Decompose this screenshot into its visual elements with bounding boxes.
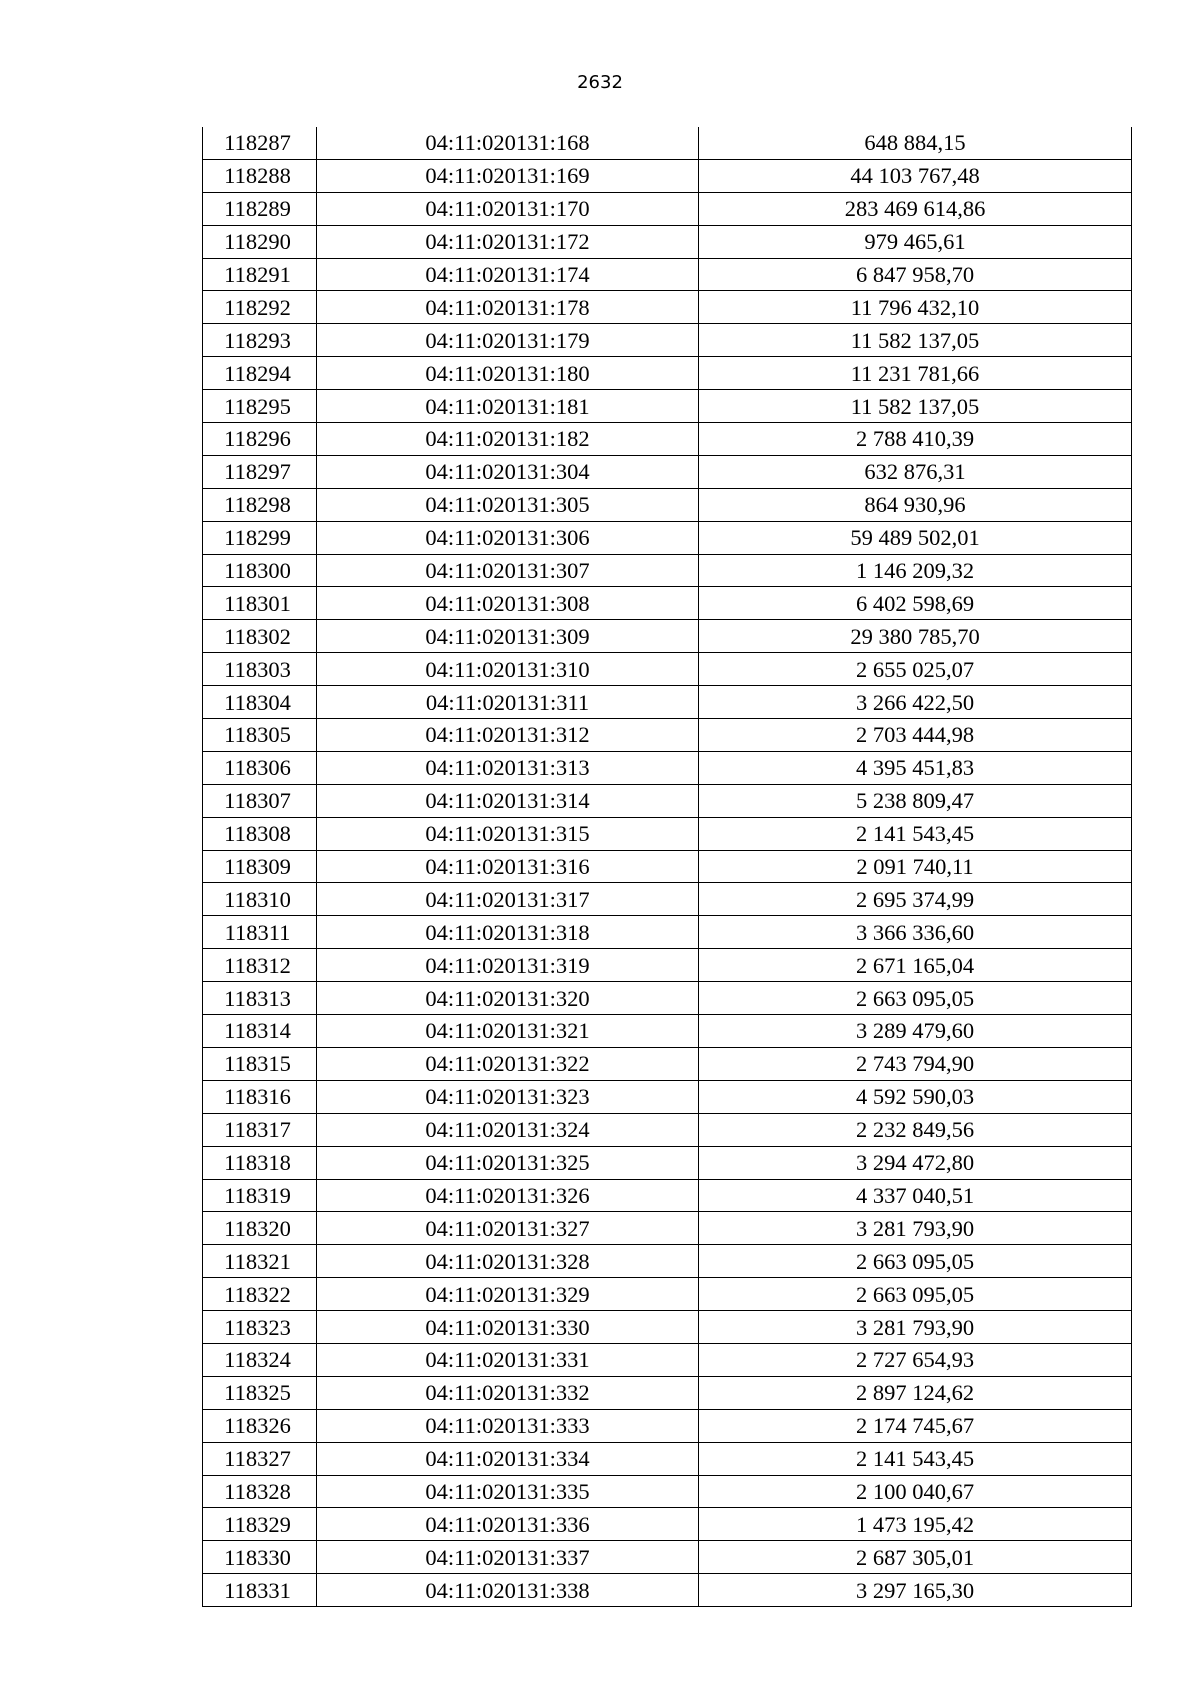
table-row: [203, 1508, 1132, 1541]
cadastral-number-cell: 04:11:020131:182: [317, 423, 699, 456]
cadastral-value-cell: 3 281 793,90: [699, 1212, 1132, 1245]
table-row: [203, 1015, 1132, 1048]
cadastral-value-cell: 2 174 745,67: [699, 1409, 1132, 1442]
cadastral-number-cell: 04:11:020131:334: [317, 1442, 699, 1475]
cadastral-value-cell: 2 897 124,62: [699, 1376, 1132, 1409]
row-number-cell: 118323: [203, 1311, 317, 1344]
cadastral-value-cell: 3 294 472,80: [699, 1146, 1132, 1179]
cadastral-number-cell: 04:11:020131:168: [317, 127, 699, 159]
table-row: [203, 258, 1132, 291]
cadastral-number-cell: 04:11:020131:331: [317, 1343, 699, 1376]
table-row: [203, 751, 1132, 784]
table-row: [203, 1541, 1132, 1574]
cadastral-value-cell: 2 663 095,05: [699, 1245, 1132, 1278]
cadastral-value-cell: 44 103 767,48: [699, 159, 1132, 192]
row-number-cell: 118295: [203, 390, 317, 423]
row-number-cell: 118327: [203, 1442, 317, 1475]
row-number-cell: 118310: [203, 883, 317, 916]
cadastral-number-cell: 04:11:020131:332: [317, 1376, 699, 1409]
cadastral-value-cell: 2 232 849,56: [699, 1113, 1132, 1146]
cadastral-value-cell: 2 788 410,39: [699, 423, 1132, 456]
cadastral-number-cell: 04:11:020131:310: [317, 653, 699, 686]
table-row: [203, 357, 1132, 390]
row-number-cell: 118303: [203, 653, 317, 686]
table-row: [203, 521, 1132, 554]
row-number-cell: 118307: [203, 784, 317, 817]
cadastral-number-cell: 04:11:020131:169: [317, 159, 699, 192]
cadastral-value-cell: 11 231 781,66: [699, 357, 1132, 390]
table-row: [203, 916, 1132, 949]
table-row: [203, 1409, 1132, 1442]
cadastral-value-cell: 4 395 451,83: [699, 751, 1132, 784]
cadastral-value-cell: 3 266 422,50: [699, 686, 1132, 719]
cadastral-number-cell: 04:11:020131:314: [317, 784, 699, 817]
cadastral-value-cell: 2 703 444,98: [699, 719, 1132, 752]
cadastral-value-cell: 648 884,15: [699, 127, 1132, 159]
cadastral-value-cell: 29 380 785,70: [699, 620, 1132, 653]
table-row: [203, 291, 1132, 324]
row-number-cell: 118290: [203, 225, 317, 258]
cadastral-number-cell: 04:11:020131:330: [317, 1311, 699, 1344]
table-row: [203, 423, 1132, 456]
row-number-cell: 118322: [203, 1278, 317, 1311]
cadastral-value-cell: 2 695 374,99: [699, 883, 1132, 916]
cadastral-number-cell: 04:11:020131:326: [317, 1179, 699, 1212]
cadastral-number-cell: 04:11:020131:324: [317, 1113, 699, 1146]
cadastral-number-cell: 04:11:020131:312: [317, 719, 699, 752]
table-row: [203, 784, 1132, 817]
row-number-cell: 118325: [203, 1376, 317, 1409]
cadastral-number-cell: 04:11:020131:317: [317, 883, 699, 916]
cadastral-value-cell: 632 876,31: [699, 455, 1132, 488]
table-row: [203, 488, 1132, 521]
table-row: [203, 1343, 1132, 1376]
row-number-cell: 118308: [203, 817, 317, 850]
cadastral-value-cell: 2 100 040,67: [699, 1475, 1132, 1508]
table-row: [203, 192, 1132, 225]
cadastral-number-cell: 04:11:020131:179: [317, 324, 699, 357]
cadastral-number-cell: 04:11:020131:308: [317, 587, 699, 620]
table-row: [203, 324, 1132, 357]
cadastral-number-cell: 04:11:020131:327: [317, 1212, 699, 1245]
cadastral-number-cell: 04:11:020131:305: [317, 488, 699, 521]
cadastral-value-cell: 979 465,61: [699, 225, 1132, 258]
row-number-cell: 118317: [203, 1113, 317, 1146]
table-row: [203, 587, 1132, 620]
cadastral-number-cell: 04:11:020131:304: [317, 455, 699, 488]
cadastral-value-cell: 6 847 958,70: [699, 258, 1132, 291]
cadastral-table-container: [202, 127, 1132, 1607]
row-number-cell: 118298: [203, 488, 317, 521]
row-number-cell: 118287: [203, 127, 317, 159]
cadastral-value-cell: 3 281 793,90: [699, 1311, 1132, 1344]
cadastral-value-table: [202, 127, 1132, 1607]
cadastral-value-cell: 283 469 614,86: [699, 192, 1132, 225]
row-number-cell: 118304: [203, 686, 317, 719]
cadastral-number-cell: 04:11:020131:307: [317, 554, 699, 587]
cadastral-value-cell: 864 930,96: [699, 488, 1132, 521]
cadastral-number-cell: 04:11:020131:313: [317, 751, 699, 784]
row-number-cell: 118289: [203, 192, 317, 225]
row-number-cell: 118324: [203, 1343, 317, 1376]
cadastral-number-cell: 04:11:020131:311: [317, 686, 699, 719]
row-number-cell: 118314: [203, 1015, 317, 1048]
cadastral-value-cell: 3 297 165,30: [699, 1574, 1132, 1607]
table-row: [203, 1376, 1132, 1409]
table-row: [203, 1212, 1132, 1245]
cadastral-number-cell: 04:11:020131:180: [317, 357, 699, 390]
table-row: [203, 883, 1132, 916]
cadastral-number-cell: 04:11:020131:329: [317, 1278, 699, 1311]
row-number-cell: 118309: [203, 850, 317, 883]
cadastral-value-cell: 4 592 590,03: [699, 1080, 1132, 1113]
table-row: [203, 1179, 1132, 1212]
cadastral-number-cell: 04:11:020131:335: [317, 1475, 699, 1508]
table-row: [203, 850, 1132, 883]
table-row: [203, 159, 1132, 192]
cadastral-value-cell: 2 743 794,90: [699, 1047, 1132, 1080]
row-number-cell: 118320: [203, 1212, 317, 1245]
cadastral-number-cell: 04:11:020131:172: [317, 225, 699, 258]
cadastral-number-cell: 04:11:020131:306: [317, 521, 699, 554]
row-number-cell: 118316: [203, 1080, 317, 1113]
cadastral-value-cell: 6 402 598,69: [699, 587, 1132, 620]
row-number-cell: 118319: [203, 1179, 317, 1212]
cadastral-value-cell: 2 671 165,04: [699, 949, 1132, 982]
cadastral-number-cell: 04:11:020131:325: [317, 1146, 699, 1179]
cadastral-number-cell: 04:11:020131:318: [317, 916, 699, 949]
table-row: [203, 719, 1132, 752]
cadastral-number-cell: 04:11:020131:174: [317, 258, 699, 291]
row-number-cell: 118311: [203, 916, 317, 949]
table-row: [203, 1574, 1132, 1607]
cadastral-number-cell: 04:11:020131:320: [317, 982, 699, 1015]
row-number-cell: 118301: [203, 587, 317, 620]
table-row: [203, 554, 1132, 587]
cadastral-number-cell: 04:11:020131:333: [317, 1409, 699, 1442]
cadastral-value-cell: 2 687 305,01: [699, 1541, 1132, 1574]
cadastral-value-cell: 1 146 209,32: [699, 554, 1132, 587]
cadastral-value-cell: 11 582 137,05: [699, 324, 1132, 357]
cadastral-number-cell: 04:11:020131:170: [317, 192, 699, 225]
cadastral-number-cell: 04:11:020131:323: [317, 1080, 699, 1113]
row-number-cell: 118288: [203, 159, 317, 192]
cadastral-number-cell: 04:11:020131:181: [317, 390, 699, 423]
row-number-cell: 118294: [203, 357, 317, 390]
cadastral-number-cell: 04:11:020131:336: [317, 1508, 699, 1541]
row-number-cell: 118299: [203, 521, 317, 554]
table-row: [203, 225, 1132, 258]
row-number-cell: 118305: [203, 719, 317, 752]
cadastral-value-cell: 2 141 543,45: [699, 1442, 1132, 1475]
row-number-cell: 118328: [203, 1475, 317, 1508]
table-row: [203, 1047, 1132, 1080]
cadastral-value-cell: 2 655 025,07: [699, 653, 1132, 686]
cadastral-value-cell: 4 337 040,51: [699, 1179, 1132, 1212]
cadastral-number-cell: 04:11:020131:316: [317, 850, 699, 883]
cadastral-value-cell: 2 663 095,05: [699, 982, 1132, 1015]
cadastral-number-cell: 04:11:020131:322: [317, 1047, 699, 1080]
cadastral-number-cell: 04:11:020131:309: [317, 620, 699, 653]
table-row: [203, 686, 1132, 719]
row-number-cell: 118313: [203, 982, 317, 1015]
row-number-cell: 118312: [203, 949, 317, 982]
cadastral-value-cell: 2 663 095,05: [699, 1278, 1132, 1311]
table-row: [203, 1311, 1132, 1344]
table-row: [203, 1245, 1132, 1278]
table-row: [203, 127, 1132, 159]
cadastral-value-cell: 2 091 740,11: [699, 850, 1132, 883]
page-number: 2632: [577, 72, 623, 93]
row-number-cell: 118330: [203, 1541, 317, 1574]
table-row: [203, 1278, 1132, 1311]
table-row: [203, 620, 1132, 653]
cadastral-value-cell: 2 727 654,93: [699, 1343, 1132, 1376]
row-number-cell: 118302: [203, 620, 317, 653]
row-number-cell: 118306: [203, 751, 317, 784]
table-row: [203, 653, 1132, 686]
cadastral-value-cell: 2 141 543,45: [699, 817, 1132, 850]
cadastral-value-cell: 3 366 336,60: [699, 916, 1132, 949]
row-number-cell: 118315: [203, 1047, 317, 1080]
cadastral-number-cell: 04:11:020131:319: [317, 949, 699, 982]
cadastral-number-cell: 04:11:020131:321: [317, 1015, 699, 1048]
row-number-cell: 118326: [203, 1409, 317, 1442]
row-number-cell: 118297: [203, 455, 317, 488]
row-number-cell: 118296: [203, 423, 317, 456]
table-row: [203, 817, 1132, 850]
row-number-cell: 118331: [203, 1574, 317, 1607]
table-row: [203, 1113, 1132, 1146]
cadastral-number-cell: 04:11:020131:328: [317, 1245, 699, 1278]
table-row: [203, 455, 1132, 488]
cadastral-value-cell: 11 796 432,10: [699, 291, 1132, 324]
cadastral-number-cell: 04:11:020131:337: [317, 1541, 699, 1574]
cadastral-value-cell: 5 238 809,47: [699, 784, 1132, 817]
cadastral-value-cell: 3 289 479,60: [699, 1015, 1132, 1048]
cadastral-number-cell: 04:11:020131:338: [317, 1574, 699, 1607]
table-body: [203, 127, 1132, 1607]
cadastral-value-cell: 59 489 502,01: [699, 521, 1132, 554]
cadastral-number-cell: 04:11:020131:178: [317, 291, 699, 324]
cadastral-value-cell: 1 473 195,42: [699, 1508, 1132, 1541]
table-row: [203, 1475, 1132, 1508]
row-number-cell: 118300: [203, 554, 317, 587]
table-row: [203, 982, 1132, 1015]
row-number-cell: 118321: [203, 1245, 317, 1278]
table-row: [203, 949, 1132, 982]
table-row: [203, 390, 1132, 423]
row-number-cell: 118292: [203, 291, 317, 324]
table-row: [203, 1146, 1132, 1179]
row-number-cell: 118329: [203, 1508, 317, 1541]
table-row: [203, 1080, 1132, 1113]
row-number-cell: 118291: [203, 258, 317, 291]
row-number-cell: 118293: [203, 324, 317, 357]
cadastral-number-cell: 04:11:020131:315: [317, 817, 699, 850]
table-row: [203, 1442, 1132, 1475]
cadastral-value-cell: 11 582 137,05: [699, 390, 1132, 423]
row-number-cell: 118318: [203, 1146, 317, 1179]
